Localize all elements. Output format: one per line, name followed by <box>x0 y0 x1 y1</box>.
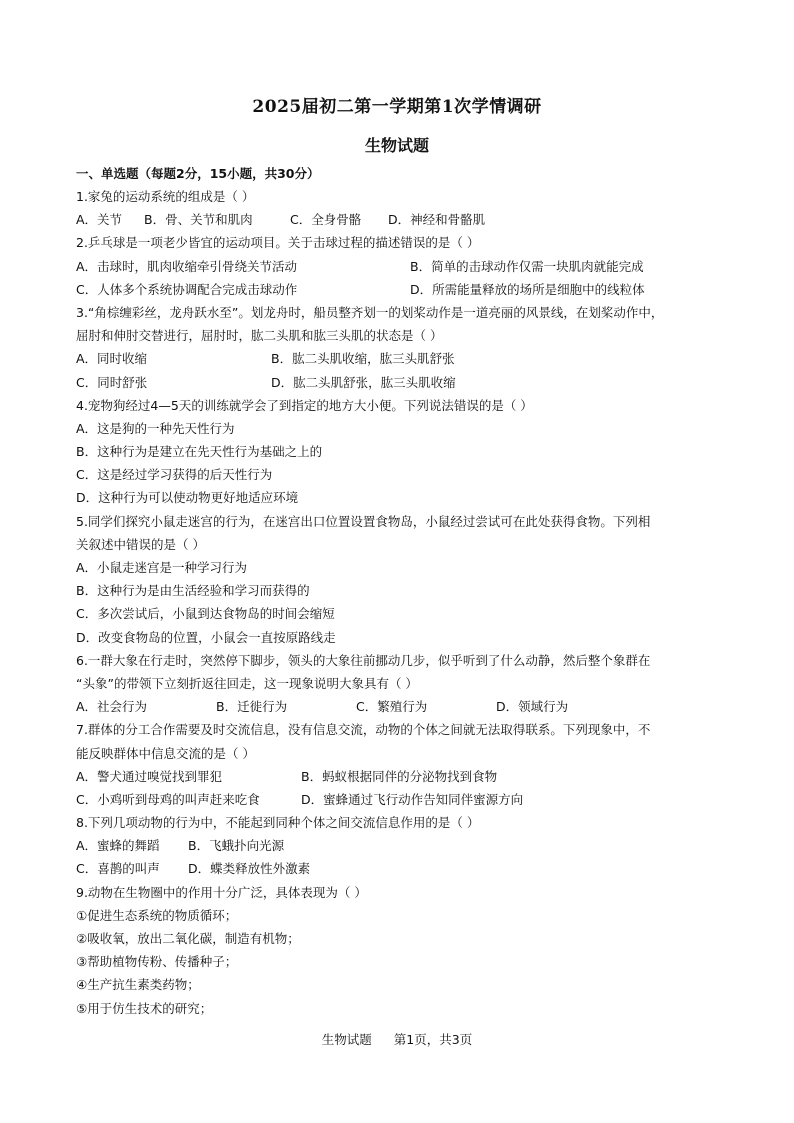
q3-option-b: B．肱二头肌收缩，肱三头肌舒张 <box>271 351 455 367</box>
question-8-options-row1 <box>76 834 726 857</box>
q8-option-b: B．飞蛾扑向光源 <box>188 838 285 854</box>
q3-option-d: D．肱二头肌舒张，肱三头肌收缩 <box>271 374 456 390</box>
question-6-options <box>76 695 726 718</box>
q5-option-b: B．这种行为是由生活经验和学习而获得的 <box>76 583 310 599</box>
q1-option-d: D．神经和骨骼肌 <box>388 212 486 228</box>
q8-option-a: A．蜜蜂的舞蹈 <box>76 838 160 854</box>
page-subtitle: 生物试题 <box>364 136 429 155</box>
q4-option-b: B．这种行为是建立在先天性行为基础之上的 <box>76 444 323 460</box>
question-7-options-row1 <box>76 765 726 788</box>
q5-option-d: D．改变食物岛的位置，小鼠会一直按原路线走 <box>76 629 336 645</box>
section-heading: 一、单选题（每题2分，15小题，共30分） <box>76 166 320 181</box>
question-7-text-line2: 能反映群体中信息交流的是（ ） <box>76 745 255 761</box>
q7-option-c: C．小鸡听到母鸡的叫声赶来吃食 <box>76 791 260 807</box>
q5-option-c: C．多次尝试后，小鼠到达食物岛的时间会缩短 <box>76 606 335 622</box>
question-3-options-row2 <box>76 371 726 394</box>
question-4-text: 4.宠物狗经过4—5天的训练就学会了到指定的地方大小便。下列说法错误的是（ ） <box>76 397 533 413</box>
question-5-text-line2: 关叙述中错误的是（ ） <box>76 536 205 552</box>
q7-option-b: B．蚂蚁根据同伴的分泌物找到食物 <box>301 768 498 784</box>
question-6-text-line2: “头象”的带领下立刻折返往回走，这一现象说明大象具有（ ） <box>76 675 418 691</box>
question-3-options-row1 <box>76 347 726 370</box>
q2-option-b: B．简单的击球动作仅需一块肌肉就能完成 <box>410 258 644 274</box>
q6-option-a: A．社会行为 <box>76 699 148 715</box>
q4-option-d: D．这种行为可以使动物更好地适应环境 <box>76 490 299 506</box>
page-footer <box>0 1030 794 1048</box>
footer-page-number: 第1页，共3页 <box>393 1032 473 1047</box>
question-2-options-row2 <box>76 278 726 301</box>
question-list <box>76 163 726 1020</box>
question-1-options <box>76 208 726 231</box>
question-8-options-row2 <box>76 857 726 880</box>
question-2-options-row1 <box>76 255 726 278</box>
q6-option-d: D．领域行为 <box>496 699 569 715</box>
q4-option-a: A．这是狗的一种先天性行为 <box>76 420 235 436</box>
q2-option-c: C．人体多个系统协调配合完成击球动作 <box>76 281 298 297</box>
q8-option-c: C．喜鹊的叫声 <box>76 861 160 877</box>
question-2-text: 2.乒乓球是一项老少皆宜的运动项目。关于击球过程的描述错误的是（ ） <box>76 235 480 251</box>
q2-option-a: A．击球时，肌肉收缩牵引骨绕关节活动 <box>76 258 298 274</box>
question-6-text-line1: 6.一群大象在行走时，突然停下脚步，领头的大象往前挪动几步，似乎听到了什么动静，然后整个象群在 <box>76 652 651 668</box>
q3-option-a: A．同时收缩 <box>76 351 148 367</box>
question-3-text-line1: 3.“角棕缠彩丝，龙舟跃水至”。划龙舟时，船员整齐划一的划桨动作是一道亮丽的风景线，在划桨动作中， <box>76 304 664 320</box>
q9-item-1: ①促进生态系统的物质循环； <box>76 907 238 923</box>
question-7-options-row2 <box>76 788 726 811</box>
question-3-text-line2: 屈肘和伸肘交替进行，屈肘时，肱二头肌和肱三头肌的状态是（ ） <box>76 328 443 344</box>
question-9-text: 9.动物在生物圈中的作用十分广泛，具体表现为（ ） <box>76 884 367 900</box>
question-1-text: 1.家兔的运动系统的组成是（ ） <box>76 189 255 204</box>
q5-option-a: A．小鼠走迷宫是一种学习行为 <box>76 560 248 575</box>
q7-option-a: A．警犬通过嗅觉找到罪犯 <box>76 768 223 784</box>
q6-option-c: C．繁殖行为 <box>356 699 428 715</box>
q9-item-2: ②吸收氧，放出二氧化碳，制造有机物； <box>76 931 300 946</box>
q7-option-d: D．蜜蜂通过飞行动作告知同伴蜜源方向 <box>301 791 524 807</box>
question-8-text: 8.下列几项动物的行为中，不能起到同种个体之间交流信息作用的是（ ） <box>76 815 480 831</box>
q1-option-b: B．骨、关节和肌肉 <box>144 212 253 228</box>
q1-option-c: C．全身骨骼 <box>290 212 362 228</box>
q4-option-c: C．这是经过学习获得的后天性行为 <box>76 467 273 483</box>
q9-item-3: ③帮助植物传粉、传播种子； <box>76 954 238 970</box>
question-5-text-line1: 5.同学们探究小鼠走迷宫的行为，在迷宫出口位置设置食物岛，小鼠经过尝试可在此处获得食物。下列相 <box>76 513 651 529</box>
q1-option-a: A．关节 <box>76 212 123 228</box>
q2-option-d: D．所需能量释放的场所是细胞中的线粒体 <box>410 281 645 297</box>
question-7-text-line1: 7.群体的分工合作需要及时交流信息，没有信息交流，动物的个体之间就无法取得联系。下列现象中，不 <box>76 722 651 738</box>
q6-option-b: B．迁徙行为 <box>216 699 288 715</box>
footer-subject: 生物试题 <box>321 1032 372 1047</box>
q9-item-4: ④生产抗生素类药物； <box>76 977 200 993</box>
q8-option-d: D．蝶类释放性外激素 <box>188 861 311 877</box>
q3-option-c: C．同时舒张 <box>76 374 148 390</box>
q9-item-5: ⑤用于仿生技术的研究； <box>76 1000 213 1016</box>
page-title: 2025届初二第一学期第1次学情调研 <box>252 97 542 117</box>
